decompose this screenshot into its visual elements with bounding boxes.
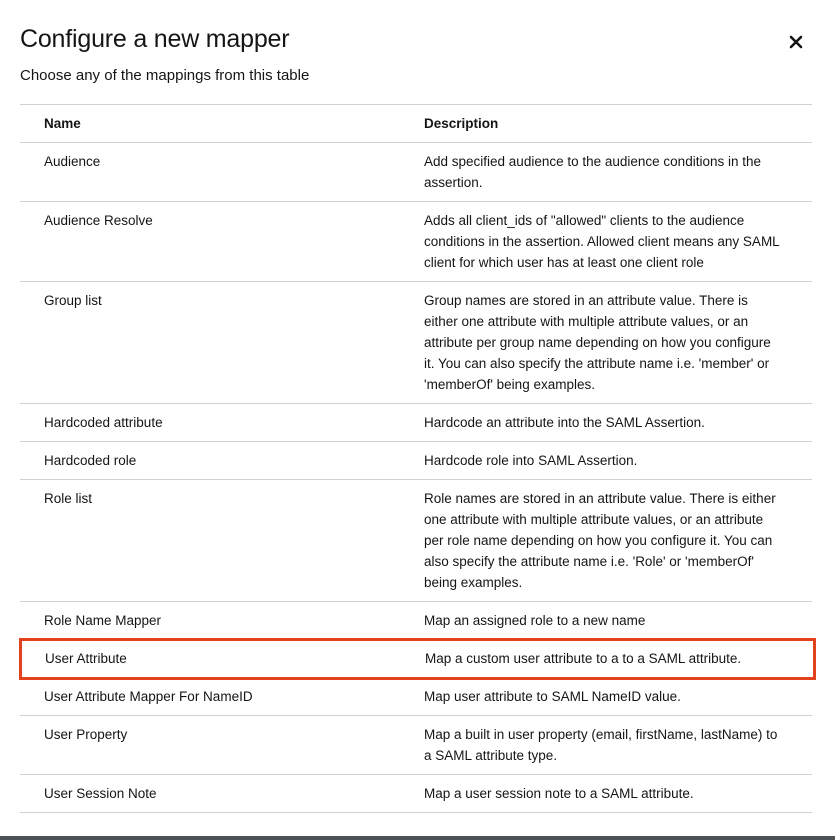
row-description: Hardcode role into SAML Assertion. bbox=[424, 453, 638, 468]
table-row[interactable] bbox=[20, 716, 812, 775]
table-row[interactable] bbox=[20, 602, 812, 640]
backdrop-edge bbox=[0, 836, 835, 840]
row-description: Role names are stored in an attribute value. There is either one attribute with multiple attribute values, or an attribute per role name depending on how you configure it. You can also specify the attribute name i.e. 'Role' or 'memberOf' being examples. bbox=[424, 491, 776, 590]
table-row[interactable] bbox=[20, 282, 812, 404]
row-name[interactable]: Role Name Mapper bbox=[44, 613, 162, 628]
modal-subtitle: Choose any of the mappings from this table bbox=[20, 67, 310, 84]
column-header-description: Description bbox=[424, 116, 499, 131]
row-description: Add specified audience to the audience conditions in the assertion. bbox=[424, 154, 761, 190]
table-row[interactable] bbox=[20, 404, 812, 442]
row-description: Map a built in user property (email, firstName, lastName) to a SAML attribute type. bbox=[424, 727, 778, 763]
row-description: Hardcode an attribute into the SAML Assertion. bbox=[424, 415, 705, 430]
table-row[interactable] bbox=[20, 442, 812, 480]
table-row[interactable] bbox=[20, 775, 812, 813]
row-description: Map a user session note to a SAML attribute. bbox=[424, 786, 694, 801]
row-name[interactable]: User Session Note bbox=[44, 786, 157, 801]
row-description: Adds all client_ids of "allowed" clients to the audience conditions in the assertion. Allowed client means any SAML client for which user has at least one client role bbox=[424, 213, 780, 270]
row-name[interactable]: User Property bbox=[44, 727, 128, 742]
table-row[interactable] bbox=[20, 678, 812, 716]
row-name[interactable]: Hardcoded role bbox=[44, 453, 137, 468]
table-row[interactable] bbox=[20, 143, 812, 202]
mappings-table bbox=[20, 104, 812, 813]
row-description: Map an assigned role to a new name bbox=[424, 613, 646, 628]
row-description: Group names are stored in an attribute value. There is either one attribute with multiple attribute values, or an attribute per group name depending on how you configure it. You can also specify the attribute name i.e. 'member' or 'memberOf' being examples. bbox=[424, 293, 771, 392]
row-description: Map a custom user attribute to a to a SAML attribute. bbox=[425, 651, 742, 666]
row-name[interactable]: Audience bbox=[44, 154, 101, 169]
close-button[interactable] bbox=[782, 28, 810, 56]
table-header-row bbox=[20, 105, 812, 143]
column-header-name: Name bbox=[44, 116, 81, 131]
table-row[interactable] bbox=[20, 480, 812, 602]
row-name[interactable]: Audience Resolve bbox=[44, 213, 153, 228]
row-name[interactable]: Role list bbox=[44, 491, 93, 506]
row-description: Map user attribute to SAML NameID value. bbox=[424, 689, 681, 704]
close-icon bbox=[789, 35, 803, 49]
row-name[interactable]: Hardcoded attribute bbox=[44, 415, 163, 430]
row-name[interactable]: User Attribute bbox=[45, 651, 127, 666]
row-name[interactable]: User Attribute Mapper For NameID bbox=[44, 689, 253, 704]
table-row[interactable] bbox=[20, 202, 812, 282]
modal-title: Configure a new mapper bbox=[20, 25, 290, 53]
row-name[interactable]: Group list bbox=[44, 293, 102, 308]
table-row-highlighted[interactable] bbox=[21, 640, 814, 678]
